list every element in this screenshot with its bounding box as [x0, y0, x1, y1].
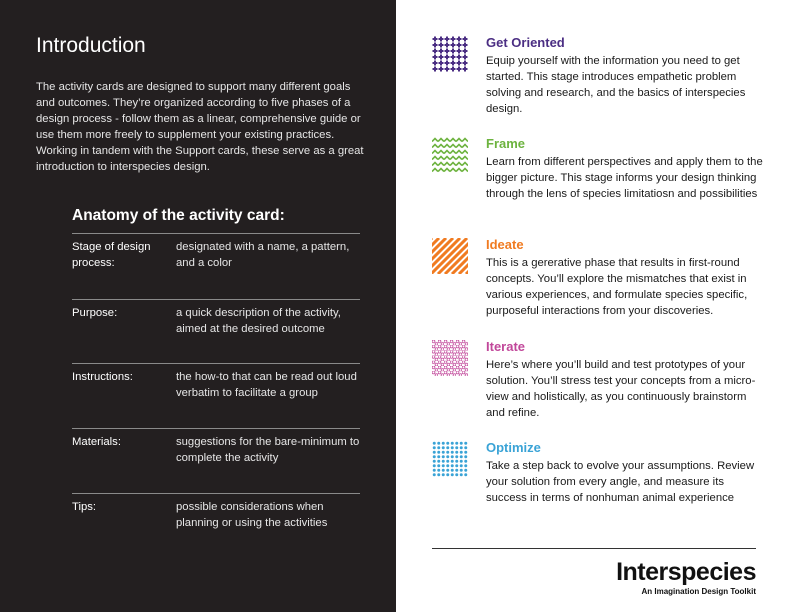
- footer-divider: [432, 548, 756, 549]
- stage-desc: Learn from different perspectives and apply them to the bigger picture. This stage informs your design thinking through the lens of species limitatiosn and possibilities: [486, 156, 763, 200]
- divider: [72, 363, 360, 364]
- divider: [72, 493, 360, 494]
- zigzag-pattern-icon: [432, 137, 468, 173]
- stage-title: Get Oriented: [486, 35, 565, 50]
- stage-desc: Here’s where you’ll build and test prototypes of your solution. You’ll stress test your concepts from a micro-view and holistically, as you continuously brainstorm and refine.: [486, 359, 756, 419]
- brand-logo: [616, 558, 756, 597]
- stages-panel: [396, 0, 792, 612]
- anatomy-desc: a quick description of the activity, aimed at the desired outcome: [176, 307, 341, 335]
- anatomy-label: Instructions:: [72, 371, 133, 383]
- stage-title: Frame: [486, 136, 526, 151]
- crosses-pattern-icon: [432, 36, 468, 72]
- anatomy-desc: suggestions for the bare-minimum to complete the activity: [176, 436, 360, 464]
- intro-title: Introduction: [36, 34, 146, 57]
- anatomy-desc: possible considerations when planning or using the activities: [176, 501, 328, 529]
- intro-body: The activity cards are designed to support many different goals and outcomes. They’re organized according to five phases of a design process - follow them as a linear, comprehensive guide or use them more freely to supplement your existing practices. Working in tandem with the Support cards, these serve as a great introduction to interspecies design.: [36, 81, 364, 173]
- anatomy-desc: the how-to that can be read out loud verbatim to facilitate a group: [176, 371, 357, 399]
- stage-title: Iterate: [486, 339, 526, 354]
- brand-tagline: An Imagination Design Toolkit: [641, 587, 756, 596]
- divider: [72, 299, 360, 300]
- stage-desc: Take a step back to evolve your assumptions. Review your solution from every angle, and measure its success in terms of nonhuman animal experience: [486, 460, 755, 504]
- anatomy-label: Materials:: [72, 436, 121, 448]
- divider: [72, 428, 360, 429]
- stage-title: Ideate: [486, 237, 524, 252]
- anatomy-label: Stage of design process:: [72, 241, 151, 269]
- anatomy-label: Purpose:: [72, 307, 118, 319]
- anatomy-desc: designated with a name, a pattern, and a color: [176, 241, 350, 269]
- diagonal-stripes-pattern-icon: [432, 238, 468, 274]
- brand-name: Interspecies: [616, 558, 756, 586]
- divider: [72, 233, 360, 234]
- stage-desc: Equip yourself with the information you need to get started. This stage introduces empathetic problem solving and research, and the basics of interspecies design.: [486, 55, 746, 115]
- stage-title: Optimize: [486, 440, 541, 455]
- dots-pattern-icon: [432, 441, 468, 477]
- stage-desc: This is a gererative phase that results in first-round concepts. You’ll explore the mismatches that exist in various experiences, and formulate species specific, purposeful interactions from your discoveries.: [486, 257, 748, 317]
- hexagon-pattern-icon: [432, 340, 468, 376]
- anatomy-label: Tips:: [72, 501, 97, 513]
- anatomy-title: Anatomy of the activity card:: [72, 207, 285, 224]
